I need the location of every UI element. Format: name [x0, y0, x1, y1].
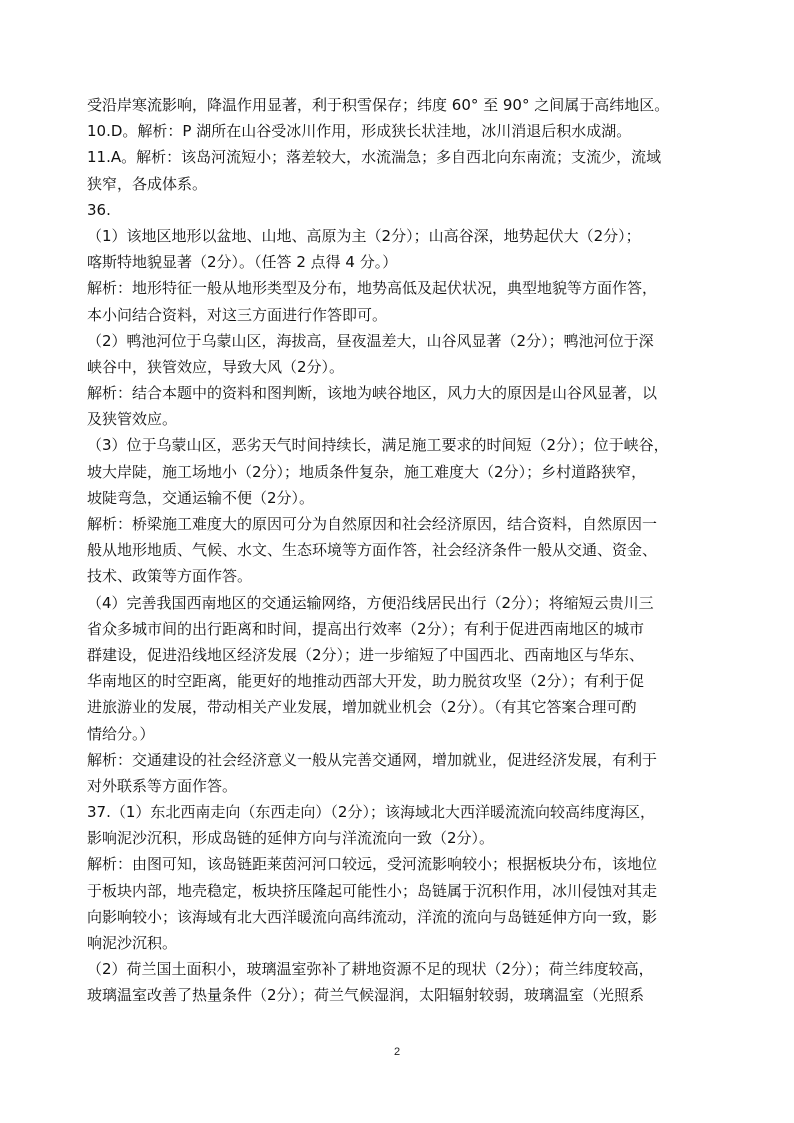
text-line: 本小问结合资料，对这三方面进行作答即可。 [87, 305, 388, 324]
text-line: 解析：桥梁施工难度大的原因可分为自然原因和社会经济原因，结合资料，自然原因一 [87, 515, 658, 533]
text-line: 解析：结合本题中的资料和图判断，该地为峡谷地区，风力大的原因是山谷风显著，以 [87, 384, 658, 403]
text-line: （4）完善我国西南地区的交通运输网络，方便沿线居民出行（2分）；将缩短云贵川三 [87, 593, 654, 612]
text-line: 情给分。） [87, 724, 155, 743]
text-line: 受沿岸寒流影响，降温作用显著，利于积雪保存；纬度 60° 至 90° 之间属于高纬地区。 [87, 96, 670, 114]
text-line: 响泥沙沉积。 [87, 934, 178, 952]
text-line: 解析：交通建设的社会经济意义一般从完善交通网，增加就业，促进经济发展，有利于 [87, 750, 658, 769]
text-line: 及狭管效应。 [87, 410, 178, 429]
text-line: 华南地区的时空距离，能更好的地推动西部大开发，助力脱贫攻坚（2分）；有利于促 [87, 672, 645, 691]
text-line: 向影响较小；该海域有北大西洋暖流向高纬流动，洋流的流向与岛链延伸方向一致，影 [87, 907, 658, 926]
text-line: 解析：地形特征一般从地形类型及分布，地势高低及起伏状况，典型地貌等方面作答， [87, 279, 658, 298]
text-line: （2）鸭池河位于乌蒙山区，海拔高，昼夜温差大，山谷风显著（2分）；鸭池河位于深 [87, 331, 654, 350]
text-line: 技术、政策等方面作答。 [87, 567, 253, 586]
text-line: 狭窄，各成体系。 [87, 174, 208, 193]
text-line: 玻璃温室改善了热量条件（2分）；荷兰气候湿润，太阳辐射较弱，玻璃温室（光照系 [87, 986, 645, 1005]
text-line: 省众多城市间的出行距离和时间，提高出行效率（2分）；有利于促进西南地区的城市 [87, 619, 645, 638]
text-line: 对外联系等方面作答。 [87, 776, 238, 795]
text-line: 37.（1）东北西南走向（东西走向）（2分）；该海域北大西洋暖流流向较高纬度海区， [87, 803, 655, 822]
text-line: 进旅游业的发展，带动相关产业发展，增加就业机会（2分）。（有其它答案合理可酌 [87, 698, 637, 717]
text-line: 影响泥沙沉积，形成岛链的延伸方向与洋流流向一致（2分）。 [87, 829, 495, 848]
text-line: 10.D。解析：P 湖所在山谷受冰川作用，形成狭长状洼地，冰川消退后积水成湖。 [87, 122, 632, 141]
text-line: 群建设，促进沿线地区经济发展（2分）；进一步缩短了中国西北、西南地区与华东、 [87, 645, 645, 664]
text-line: 坡大岸陡，施工场地小（2分）；地质条件复杂，施工难度大（2分）；乡村道路狭窄， [87, 462, 647, 481]
text-line: 峡谷中，狭管效应，导致大风（2分）。 [87, 357, 345, 376]
text-line: 36. [87, 200, 111, 219]
text-line: 11.A。解析：该岛河流短小；落差较大，水流湍急；多自西北向东南流；支流少，流域 [87, 148, 662, 167]
page-number: 2 [393, 1046, 401, 1058]
text-line: 喀斯特地貌显著（2分）。（任答 2 点得 4 分。） [87, 253, 398, 272]
text-line: （3）位于乌蒙山区，恶劣天气时间持续长，满足施工要求的时间短（2分）；位于峡谷， [87, 436, 669, 455]
text-line: 般从地形地质、气候、水文、生态环境等方面作答，社会经济条件一般从交通、资金、 [87, 541, 658, 560]
text-line: 解析：由图可知，该岛链距莱茵河河口较远，受河流影响较小；根据板块分布，该地位 [87, 855, 658, 874]
text-line: （2）荷兰国土面积小，玻璃温室弥补了耕地资源不足的现状（2分）；荷兰纬度较高， [87, 960, 654, 979]
answer-text-body [87, 92, 719, 1009]
text-line: 于板块内部，地壳稳定，板块挤压隆起可能性小；岛链属于沉积作用，冰川侵蚀对其走 [87, 881, 658, 900]
text-line: （1）该地区地形以盆地、山地、高原为主（2分）；山高谷深，地势起伏大（2分）； [87, 226, 641, 245]
text-line: 坡陡弯急，交通运输不便（2分）。 [87, 488, 315, 507]
